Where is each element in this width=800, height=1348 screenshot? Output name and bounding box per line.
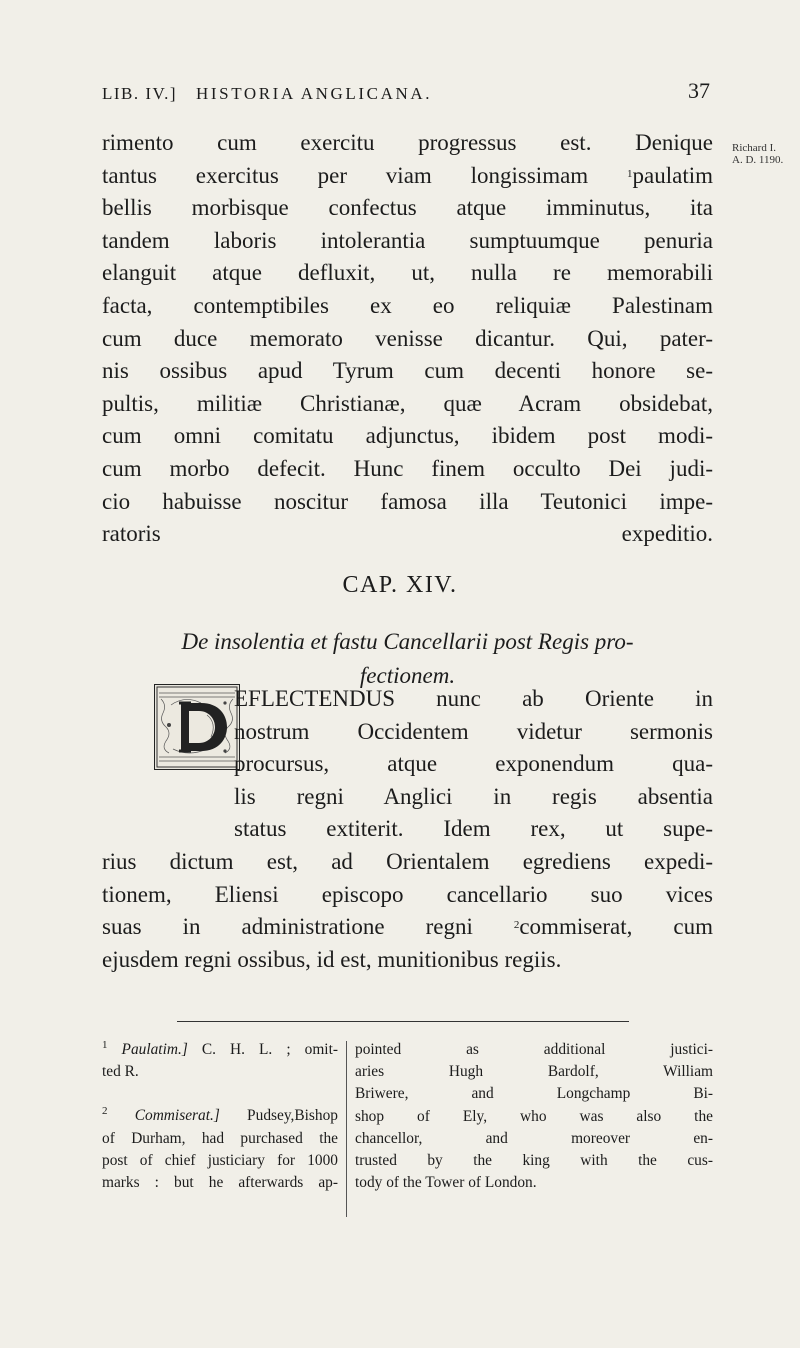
- footnote-1-number: 1: [102, 1039, 108, 1051]
- subtitle-line: De insolentia et fastu Cancellarii post Regis pro-: [181, 629, 634, 654]
- footnote-line: shop of Ely, who was also the: [355, 1107, 713, 1125]
- text-line: elanguit atque defluxit, ut, nulla re memorabili: [102, 260, 713, 286]
- footnote-marker-2: 2: [513, 919, 520, 932]
- text-line: bellis morbisque confectus atque imminutus, ita: [102, 195, 713, 221]
- footnote-line: of Durham, had purchased the: [102, 1129, 338, 1147]
- margin-note-year: A. D. 1190.: [732, 154, 784, 166]
- footnote-line: [102, 1105, 338, 1127]
- footnote-2: [102, 1105, 338, 1194]
- text-line: rius dictum est, ad Orientalem egrediens expedi-: [102, 848, 713, 874]
- footnotes-right-column: [355, 1039, 713, 1194]
- text-line-part: commiserat, cum: [519, 914, 713, 940]
- footnote-1: [102, 1039, 338, 1061]
- text-line: [102, 911, 713, 944]
- footnote-line: pointed as additional justici-: [355, 1041, 713, 1058]
- margin-note-king: Richard I.: [732, 142, 776, 154]
- text-line: cum morbo defecit. Hunc finem occulto Dei judi-: [102, 455, 713, 481]
- text-line: lis regni Anglici in regis absentia: [234, 783, 713, 809]
- text-line: pultis, militiæ Christianæ, quæ Acram obsidebat,: [102, 390, 713, 416]
- footnote-1-lemma: Paulatim.]: [121, 1041, 188, 1058]
- footnotes-left-column: [102, 1039, 338, 1194]
- text-line-part: tantus exercitus per viam longissimam: [102, 162, 628, 188]
- text-line: ratoris expeditio.: [102, 521, 713, 547]
- subtitle-line: fectionem.: [359, 663, 456, 688]
- running-title: HISTORIA ANGLICANA.: [196, 84, 433, 103]
- footnote-rule: [177, 1021, 629, 1022]
- text-line-part: suas in administratione regni: [102, 914, 514, 940]
- footnote-line: post of chief justiciary for 1000: [102, 1151, 338, 1169]
- footnote-line: ted R.: [102, 1063, 139, 1081]
- footnotes: [102, 1039, 713, 1219]
- text-line: cum omni comitatu adjunctus, ibidem post modi-: [102, 423, 713, 449]
- footnote-line: chancellor, and moreover en-: [355, 1129, 713, 1147]
- chapter-heading: CAP. XIV.: [342, 572, 458, 598]
- text-line-part: paulatim: [632, 162, 713, 188]
- text-line: status extiterit. Idem rex, ut supe-: [234, 816, 713, 842]
- footnote-2-text: Pudsey,Bishop: [219, 1107, 338, 1125]
- text-line: EFLECTENDUS nunc ab Oriente in: [234, 686, 713, 711]
- margin-note: [732, 142, 783, 166]
- page-number: 37: [688, 78, 710, 103]
- paragraph-2: [102, 683, 713, 976]
- text-line: cio habuisse noscitur famosa illa Teutonici impe-: [102, 488, 713, 514]
- footnote-2-number: 2: [102, 1105, 108, 1118]
- text-line: procursus, atque exponendum qua-: [234, 751, 713, 777]
- text-line: tandem laboris intolerantia sumptuumque penuria: [102, 227, 713, 253]
- running-header: [102, 78, 710, 108]
- text-line: ejusdem regni ossibus, id est, munitionibus regiis.: [102, 946, 562, 972]
- footnote-column-divider: [346, 1041, 347, 1217]
- text-line: [102, 160, 713, 193]
- text-line: nostrum Occidentem videtur sermonis: [234, 718, 713, 744]
- footnote-line: marks : but he afterwards ap-: [102, 1174, 338, 1192]
- text-line: nis ossibus apud Tyrum cum decenti honore se-: [102, 358, 713, 384]
- text-line: tionem, Eliensi episcopo cancellario suo vices: [102, 881, 713, 907]
- text-line: facta, contemptibiles ex eo reliquiæ Palestinam: [102, 292, 713, 318]
- footnote-line: Briwere, and Longchamp Bi-: [355, 1085, 713, 1103]
- footnote-1-text: C. H. L. ; omit-: [187, 1041, 338, 1058]
- text-line: rimento cum exercitu progressus est. Denique: [102, 130, 713, 155]
- footnote-line: tody of the Tower of London.: [355, 1174, 537, 1192]
- footnote-marker-1: 1: [627, 167, 633, 180]
- book-number: LIB. IV.]: [102, 84, 178, 103]
- paragraph-1: [102, 127, 713, 551]
- footnote-line: aries Hugh Bardolf, William: [355, 1063, 713, 1081]
- footnote-2-lemma: Commiserat.]: [134, 1107, 220, 1125]
- text-line: cum duce memorato venisse dicantur. Qui, pater-: [102, 325, 713, 351]
- footnote-line: trusted by the king with the cus-: [355, 1152, 713, 1170]
